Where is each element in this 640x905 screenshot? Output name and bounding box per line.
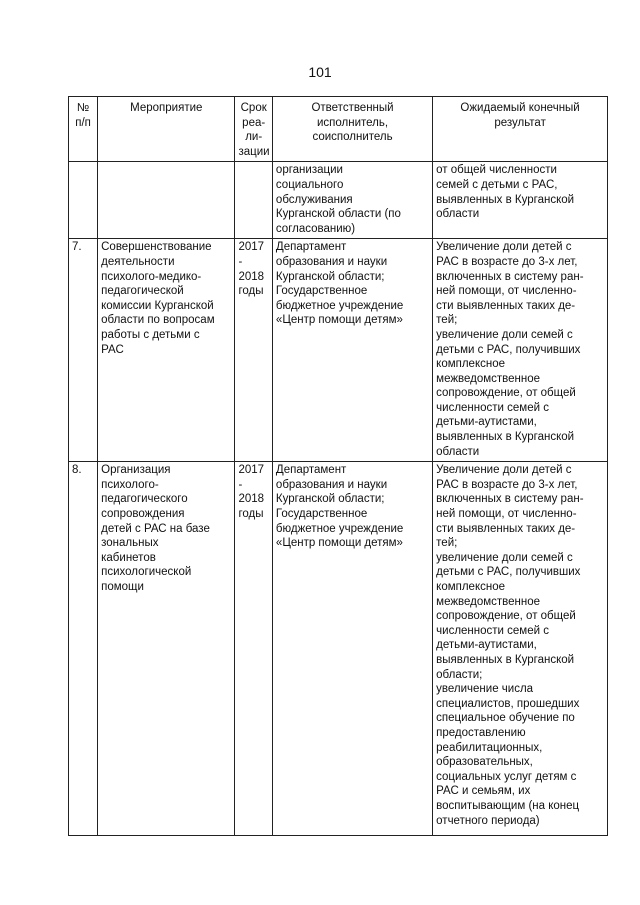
table-row [69, 162, 608, 239]
header-num: № п/п [69, 97, 98, 162]
cell-result: Увеличение доли детей с РАС в возрасте до 3-х лет, включенных в систему ран- ней помощи, от численно- сти выявленных таких де- тей; увеличение доли семей с детьми с РАС, получивших комплексное межведомственное сопровождение, от общей численности семей с детьми-аутистами, выявленных в Курганской области; увеличение числа специалистов, прошедших специальное обучение по предоставлению реабилитационных, образовательных, социальных услуг детям с РАС и семьям, их воспитывающим (на конец отчетного периода) [433, 462, 608, 836]
cell-term: 2017 - 2018 годы [235, 462, 272, 836]
cell-responsible: организации социального обслуживания Курганской области (по согласованию) [272, 162, 432, 239]
cell-event: Совершенствование деятельности психолого-медико- педагогической комиссии Курганской области по вопросам работы с детьми с РАС [98, 239, 235, 462]
measures-table [68, 96, 608, 836]
cell-num [69, 162, 98, 239]
cell-result: от общей численности семей с детьми с РАС, выявленных в Курганской области [433, 162, 608, 239]
table-row [69, 239, 608, 462]
cell-event: Организация психолого- педагогического сопровождения детей с РАС на базе зональных кабинетов психологической помощи [98, 462, 235, 836]
cell-result: Увеличение доли детей с РАС в возрасте до 3-х лет, включенных в систему ран- ней помощи, от численно- сти выявленных таких де- тей; увеличение доли семей с детьми с РАС, получивших комплексное межведомственное сопровождение, от общей численности семей с детьми-аутистами, выявленных в Курганской области [433, 239, 608, 462]
cell-event [98, 162, 235, 239]
cell-num: 7. [69, 239, 98, 462]
header-term: Срок реа- ли- зации [235, 97, 272, 162]
cell-responsible: Департамент образования и науки Курганской области; Государственное бюджетное учреждение «Центр помощи детям» [272, 239, 432, 462]
page-number: 101 [308, 64, 332, 80]
cell-num: 8. [69, 462, 98, 836]
cell-term [235, 162, 272, 239]
header-responsible: Ответственный исполнитель, соисполнитель [272, 97, 432, 162]
header-event: Мероприятие [98, 97, 235, 162]
cell-responsible: Департамент образования и науки Курганской области; Государственное бюджетное учреждение «Центр помощи детям» [272, 462, 432, 836]
table-header-row [69, 97, 608, 162]
header-result: Ожидаемый конечный результат [433, 97, 608, 162]
cell-term: 2017 - 2018 годы [235, 239, 272, 462]
table-row [69, 462, 608, 836]
